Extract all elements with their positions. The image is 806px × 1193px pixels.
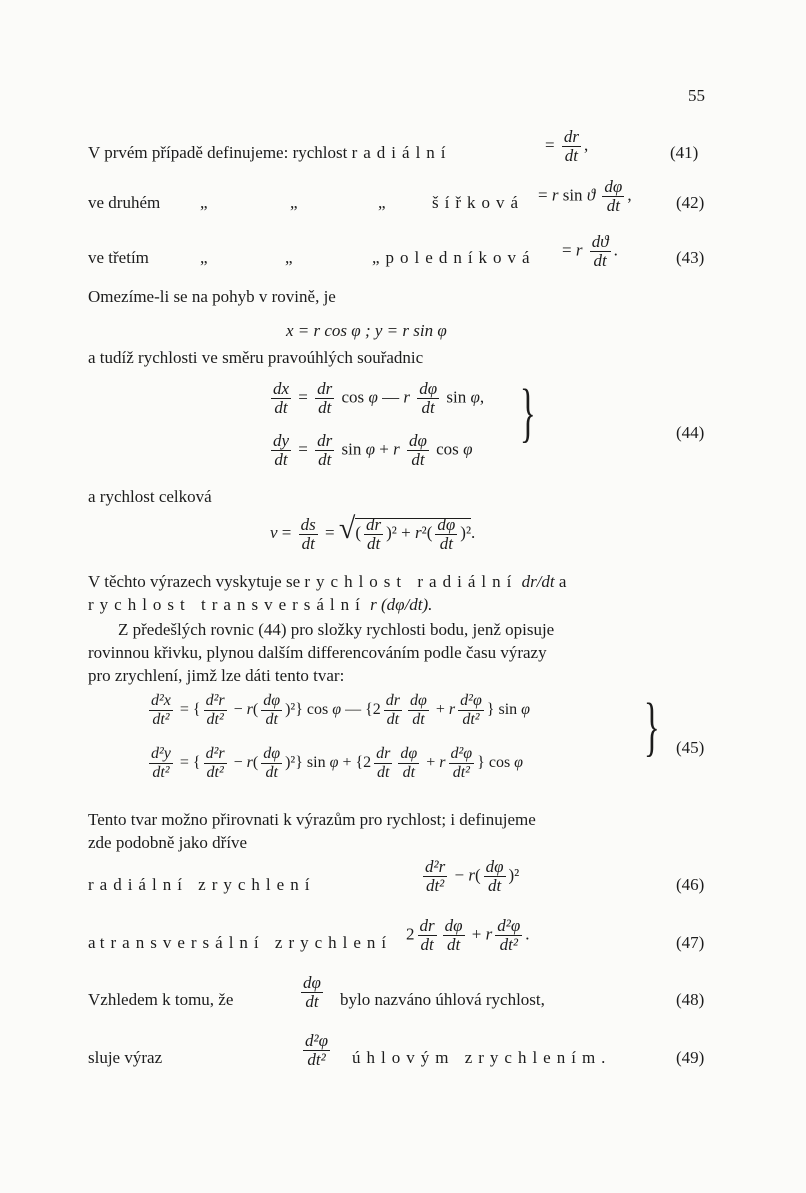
brace-44: } [519, 376, 536, 449]
text-line-41: V prvém případě definujeme: rychlost radiální [88, 143, 452, 162]
formula-total-velocity: v = $\frac{ds}{dt}$ = √( $\frac{dr}{dt}$ )² + r²( $\frac{d\varphi}{dt}$ )². [270, 512, 476, 553]
equation-number-46: (46) [676, 875, 705, 894]
text-line-48a: Vzhledem k tomu, že [88, 990, 234, 1009]
formula-44a: $\frac{dx}{dt}$ = $\frac{dr}{dt}$ cos φ — r $\frac{d\varphi}{dt}$ sin φ, [273, 379, 485, 417]
text-paragraph2-line2: rovinnou křivku, plynou dalším differencováním podle času výrazy [88, 643, 547, 662]
equation-number-41: (41) [670, 143, 699, 162]
page-number: 55 [688, 86, 705, 105]
formula-42: = r sin ϑ $\frac{d\varphi}{dt}$ , [538, 177, 632, 215]
equation-number-45: (45) [676, 738, 705, 757]
text-velocity-components: a tudíž rychlosti ve směru pravoúhlých souřadnic [88, 348, 424, 367]
ditto-mark: „ [285, 248, 293, 267]
text-expression-line1: V těchto výrazech vyskytuje se rychlost radiální dr/dt a [88, 572, 567, 591]
formula-44b: $\frac{dy}{dt}$ = $\frac{dr}{dt}$ sin φ + r $\frac{d\varphi}{dt}$ cos φ [273, 431, 473, 469]
text-total-velocity: a rychlost celková [88, 487, 212, 506]
ditto-mark: „ [200, 248, 208, 267]
term-latitudinal: šířková [432, 193, 525, 212]
term-radial-acceleration: radiální zrychlení [88, 875, 316, 894]
equation-number-49: (49) [676, 1048, 705, 1067]
text-paragraph2-line1: Z předešlých rovnic (44) pro složky rychlosti bodu, jenž opisuje [118, 620, 555, 639]
formula-48: $\frac{d\varphi}{dt}$ [303, 973, 321, 1011]
text-expression-line2: rychlost transversální r (dφ/dt). [88, 595, 433, 614]
ditto-mark: „ [378, 193, 386, 212]
text-line-47: a transversální zrychlení [88, 933, 393, 952]
text-line-48b: bylo nazváno úhlová rychlost, [340, 990, 545, 1009]
text-line-42: ve druhém [88, 193, 161, 212]
formula-45a: $\frac{\text{d²x}}{\text{dt²}}$ = { $\frac{\text{d²r}}{\text{dt²}}$ − r( $\frac{d\varphi}{dt}$ )²} cos φ — {2 $\frac{dr}{dt}$ $\frac{d\varphi}{dt}$ + r $\frac{\text{d²φ}}{\text{dt²}}$ } sin φ [151, 692, 531, 728]
brace-45: } [643, 690, 660, 763]
text-line-49: sluje výraz [88, 1048, 163, 1067]
equation-number-43: (43) [676, 248, 705, 267]
text-plane-motion: Omezíme-li se na pohyb v rovině, je [88, 287, 336, 306]
term-angular-acceleration: úhlovým zrychlením. [352, 1048, 612, 1067]
equation-number-42: (42) [676, 193, 705, 212]
formula-xy: x = r cos φ ; y = r sin φ [286, 321, 447, 340]
equation-number-48: (48) [676, 990, 705, 1009]
ditto-mark: „ [290, 193, 298, 212]
ditto-mark: „ [200, 193, 208, 212]
equation-number-44: (44) [676, 423, 705, 442]
text-line-43: ve třetím [88, 248, 149, 267]
text-paragraph2-line3: pro zrychlení, jimž lze dáti tento tvar: [88, 666, 345, 685]
term-radial: radiální [351, 143, 452, 162]
text-paragraph3-line1: Tento tvar možno přirovnati k výrazům pro rychlost; i definujeme [88, 810, 536, 829]
formula-45b: $\frac{\text{d²y}}{\text{dt²}}$ = { $\frac{\text{d²r}}{\text{dt²}}$ − r( $\frac{d\varphi}{dt}$ )²} sin φ + {2 $\frac{dr}{dt}$ $\frac{d\varphi}{dt}$ + r $\frac{\text{d²φ}}{\text{dt²}}$ } cos φ [151, 745, 524, 781]
formula-49: $\frac{\text{d²φ}}{\text{dt²}}$ [305, 1031, 329, 1069]
text-paragraph3-line2: zde podobně jako dříve [88, 833, 248, 852]
term-meridional: „poledníková [372, 248, 536, 267]
equation-number-47: (47) [676, 933, 705, 952]
formula-47: 2 $\frac{dr}{dt}$ $\frac{d\varphi}{dt}$ + r $\frac{\text{d²φ}}{\text{dt²}}$ . [406, 916, 530, 954]
formula-41: = $\frac{dr}{dt}$ , [545, 127, 589, 165]
formula-43: = r $\frac{dϑ}{dt}$ . [562, 232, 618, 270]
formula-46: $\frac{\text{d²r}}{\text{dt²}}$ − r( $\frac{d\varphi}{dt}$ )² [425, 857, 520, 895]
